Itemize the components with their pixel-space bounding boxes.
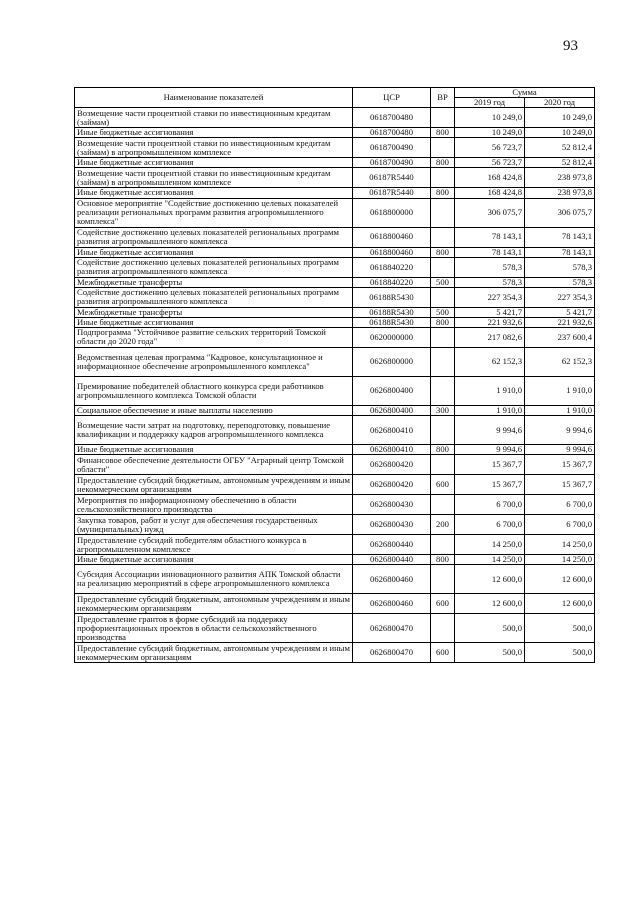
- row-sum-2019-cell: 227 354,3: [455, 287, 525, 307]
- row-csr-cell: 0626800000: [353, 347, 431, 376]
- row-sum-2019-cell: 306 075,7: [455, 198, 525, 227]
- table-row: [75, 307, 595, 317]
- row-name-cell: Финансовое обеспечение деятельности ОГБУ "Аграрный центр Томской области": [75, 455, 353, 475]
- row-vr-cell: 800: [431, 128, 455, 138]
- row-sum-2019-cell: 6 700,0: [455, 515, 525, 535]
- row-vr-cell: 600: [431, 475, 455, 495]
- row-sum-2020-cell: 52 812,4: [525, 138, 595, 158]
- row-vr-cell: [431, 227, 455, 247]
- row-sum-2020-cell: 12 600,0: [525, 565, 595, 594]
- row-name-cell: Иные бюджетные ассигнования: [75, 158, 353, 168]
- row-sum-2020-cell: 238 973,8: [525, 188, 595, 198]
- table-row: [75, 535, 595, 555]
- row-sum-2019-cell: 56 723,7: [455, 158, 525, 168]
- table-row: [75, 555, 595, 565]
- row-sum-2019-cell: 62 152,3: [455, 347, 525, 376]
- row-csr-cell: 06187R5440: [353, 188, 431, 198]
- row-csr-cell: 0626800400: [353, 405, 431, 415]
- row-vr-cell: 800: [431, 158, 455, 168]
- table-row: [75, 445, 595, 455]
- row-vr-cell: 800: [431, 247, 455, 257]
- row-sum-2020-cell: 221 932,6: [525, 317, 595, 327]
- row-csr-cell: 0626800470: [353, 643, 431, 663]
- table-row: [75, 227, 595, 247]
- table-row: [75, 376, 595, 405]
- table-row: [75, 188, 595, 198]
- table-row: [75, 327, 595, 347]
- row-sum-2019-cell: 9 994,6: [455, 445, 525, 455]
- header-csr: ЦСР: [353, 88, 431, 108]
- row-csr-cell: 0618700490: [353, 138, 431, 158]
- row-name-cell: Иные бюджетные ассигнования: [75, 128, 353, 138]
- row-vr-cell: 200: [431, 515, 455, 535]
- table-row: [75, 416, 595, 445]
- row-sum-2020-cell: 78 143,1: [525, 227, 595, 247]
- row-csr-cell: 0626800400: [353, 376, 431, 405]
- table-row: [75, 277, 595, 287]
- header-year-2019: 2019 год: [455, 98, 525, 108]
- page-number: 93: [563, 38, 578, 54]
- row-sum-2019-cell: 15 367,7: [455, 475, 525, 495]
- row-name-cell: Основное мероприятие "Содействие достижению целевых показателей реализации региональных программ развития агропромышленного комплекса": [75, 198, 353, 227]
- row-vr-cell: [431, 138, 455, 158]
- row-name-cell: Иные бюджетные ассигнования: [75, 188, 353, 198]
- row-sum-2020-cell: 6 700,0: [525, 495, 595, 515]
- table-row: [75, 643, 595, 663]
- row-vr-cell: 600: [431, 643, 455, 663]
- row-vr-cell: [431, 614, 455, 643]
- table-row: [75, 317, 595, 327]
- row-sum-2020-cell: 6 700,0: [525, 515, 595, 535]
- row-vr-cell: [431, 257, 455, 277]
- row-csr-cell: 06188R5430: [353, 287, 431, 307]
- row-vr-cell: [431, 416, 455, 445]
- row-name-cell: Предоставление грантов в форме субсидий на поддержку профориентационных проектов в области сельскохозяйственного производства: [75, 614, 353, 643]
- table-row: [75, 257, 595, 277]
- row-csr-cell: 0626800410: [353, 416, 431, 445]
- row-vr-cell: 500: [431, 277, 455, 287]
- row-vr-cell: [431, 198, 455, 227]
- row-csr-cell: 0626800440: [353, 535, 431, 555]
- table-row: [75, 455, 595, 475]
- header-vr: ВР: [431, 88, 455, 108]
- header-sum: Сумма: [455, 88, 595, 98]
- row-vr-cell: [431, 535, 455, 555]
- row-sum-2019-cell: 14 250,0: [455, 555, 525, 565]
- row-sum-2019-cell: 217 082,6: [455, 327, 525, 347]
- table-row: [75, 128, 595, 138]
- row-name-cell: Содействие достижению целевых показателей региональных программ развития агропромышленного комплекса: [75, 287, 353, 307]
- row-name-cell: Иные бюджетные ассигнования: [75, 247, 353, 257]
- row-sum-2020-cell: 227 354,3: [525, 287, 595, 307]
- row-vr-cell: [431, 108, 455, 128]
- row-sum-2019-cell: 578,3: [455, 257, 525, 277]
- row-sum-2020-cell: 1 910,0: [525, 376, 595, 405]
- row-sum-2019-cell: 78 143,1: [455, 247, 525, 257]
- row-name-cell: Субсидия Ассоциации инновационного развития АПК Томской области на реализацию мероприятий в сфере агропромышленного комплекса: [75, 565, 353, 594]
- row-name-cell: Подпрограмма "Устойчивое развитие сельских территорий Томской области до 2020 года": [75, 327, 353, 347]
- table-row: [75, 347, 595, 376]
- row-sum-2020-cell: 10 249,0: [525, 128, 595, 138]
- row-csr-cell: 0626800430: [353, 495, 431, 515]
- row-sum-2020-cell: 500,0: [525, 643, 595, 663]
- row-csr-cell: 0618840220: [353, 257, 431, 277]
- row-name-cell: Иные бюджетные ассигнования: [75, 555, 353, 565]
- row-name-cell: Мероприятия по информационному обеспечению в области сельскохозяйственного производства: [75, 495, 353, 515]
- row-sum-2020-cell: 238 973,8: [525, 168, 595, 188]
- row-sum-2019-cell: 5 421,7: [455, 307, 525, 317]
- row-csr-cell: 06188R5430: [353, 317, 431, 327]
- row-sum-2019-cell: 168 424,8: [455, 168, 525, 188]
- row-csr-cell: 0618800460: [353, 227, 431, 247]
- row-csr-cell: 0618800000: [353, 198, 431, 227]
- row-sum-2019-cell: 56 723,7: [455, 138, 525, 158]
- table-row: [75, 405, 595, 415]
- row-sum-2020-cell: 78 143,1: [525, 247, 595, 257]
- row-csr-cell: 06187R5440: [353, 168, 431, 188]
- row-sum-2020-cell: 306 075,7: [525, 198, 595, 227]
- row-sum-2019-cell: 12 600,0: [455, 594, 525, 614]
- row-name-cell: Содействие достижению целевых показателей региональных программ развития агропромышленного комплекса: [75, 227, 353, 247]
- row-csr-cell: 0626800470: [353, 614, 431, 643]
- table-row: [75, 495, 595, 515]
- row-name-cell: Социальное обеспечение и иные выплаты населению: [75, 405, 353, 415]
- row-csr-cell: 0618700480: [353, 128, 431, 138]
- budget-table: [74, 87, 595, 663]
- row-sum-2019-cell: 221 932,6: [455, 317, 525, 327]
- table-row: [75, 138, 595, 158]
- row-sum-2020-cell: 578,3: [525, 277, 595, 287]
- row-sum-2020-cell: 1 910,0: [525, 405, 595, 415]
- row-vr-cell: 800: [431, 555, 455, 565]
- row-sum-2019-cell: 12 600,0: [455, 565, 525, 594]
- row-csr-cell: 0618700480: [353, 108, 431, 128]
- row-sum-2019-cell: 6 700,0: [455, 495, 525, 515]
- row-name-cell: Содействие достижению целевых показателей региональных программ развития агропромышленного комплекса: [75, 257, 353, 277]
- row-vr-cell: [431, 495, 455, 515]
- row-sum-2020-cell: 62 152,3: [525, 347, 595, 376]
- row-csr-cell: 0618800460: [353, 247, 431, 257]
- row-name-cell: Премирование победителей областного конкурса среди работников агропромышленного комплекса Томской области: [75, 376, 353, 405]
- table-row: [75, 168, 595, 188]
- row-vr-cell: [431, 168, 455, 188]
- row-csr-cell: 0626800410: [353, 445, 431, 455]
- row-name-cell: Межбюджетные трансферты: [75, 307, 353, 317]
- row-sum-2020-cell: 15 367,7: [525, 455, 595, 475]
- row-vr-cell: [431, 565, 455, 594]
- row-sum-2019-cell: 500,0: [455, 643, 525, 663]
- row-sum-2020-cell: 14 250,0: [525, 535, 595, 555]
- row-vr-cell: 800: [431, 445, 455, 455]
- row-sum-2019-cell: 168 424,8: [455, 188, 525, 198]
- table-row: [75, 287, 595, 307]
- table-row: [75, 515, 595, 535]
- table-row: [75, 594, 595, 614]
- row-name-cell: Иные бюджетные ассигнования: [75, 317, 353, 327]
- row-sum-2019-cell: 78 143,1: [455, 227, 525, 247]
- row-sum-2020-cell: 14 250,0: [525, 555, 595, 565]
- row-sum-2020-cell: 9 994,6: [525, 445, 595, 455]
- row-sum-2019-cell: 14 250,0: [455, 535, 525, 555]
- row-sum-2020-cell: 12 600,0: [525, 594, 595, 614]
- row-csr-cell: 0626800420: [353, 475, 431, 495]
- row-csr-cell: 06188R5430: [353, 307, 431, 317]
- row-sum-2019-cell: 1 910,0: [455, 376, 525, 405]
- table-row: [75, 475, 595, 495]
- row-name-cell: Предоставление субсидий бюджетным, автономным учреждениям и иным некоммерческим организациям: [75, 475, 353, 495]
- header-year-2020: 2020 год: [525, 98, 595, 108]
- row-name-cell: Иные бюджетные ассигнования: [75, 445, 353, 455]
- row-name-cell: Предоставление субсидий бюджетным, автономным учреждениям и иным некоммерческим организациям: [75, 643, 353, 663]
- row-sum-2020-cell: 578,3: [525, 257, 595, 277]
- row-sum-2020-cell: 237 600,4: [525, 327, 595, 347]
- table-row: [75, 614, 595, 643]
- row-name-cell: Закупка товаров, работ и услуг для обеспечения государственных (муниципальных) нужд: [75, 515, 353, 535]
- row-csr-cell: 0626800430: [353, 515, 431, 535]
- row-csr-cell: 0618840220: [353, 277, 431, 287]
- table-row: [75, 198, 595, 227]
- table-row: [75, 565, 595, 594]
- row-csr-cell: 0626800460: [353, 565, 431, 594]
- row-sum-2019-cell: 578,3: [455, 277, 525, 287]
- row-name-cell: Возмещение части процентной ставки по инвестиционным кредитам (займам) в агропромышленном комплексе: [75, 168, 353, 188]
- row-name-cell: Предоставление субсидий бюджетным, автономным учреждениям и иным некоммерческим организациям: [75, 594, 353, 614]
- row-sum-2020-cell: 9 994,6: [525, 416, 595, 445]
- row-vr-cell: [431, 287, 455, 307]
- row-sum-2020-cell: 52 812,4: [525, 158, 595, 168]
- row-sum-2019-cell: 500,0: [455, 614, 525, 643]
- header-name: Наименование показателей: [75, 88, 353, 108]
- row-name-cell: Возмещение части процентной ставки по инвестиционным кредитам (займам): [75, 108, 353, 128]
- row-name-cell: Возмещение части процентной ставки по инвестиционным кредитам (займам) в агропромышленном комплексе: [75, 138, 353, 158]
- row-name-cell: Возмещение части затрат на подготовку, переподготовку, повышение квалификации и поддержку кадров агропромышленного комплекса: [75, 416, 353, 445]
- row-sum-2020-cell: 500,0: [525, 614, 595, 643]
- row-vr-cell: [431, 327, 455, 347]
- row-vr-cell: [431, 376, 455, 405]
- row-vr-cell: 800: [431, 317, 455, 327]
- row-vr-cell: 800: [431, 188, 455, 198]
- row-name-cell: Межбюджетные трансферты: [75, 277, 353, 287]
- row-vr-cell: 300: [431, 405, 455, 415]
- row-sum-2020-cell: 15 367,7: [525, 475, 595, 495]
- row-vr-cell: 500: [431, 307, 455, 317]
- row-csr-cell: 0626800420: [353, 455, 431, 475]
- row-csr-cell: 0620000000: [353, 327, 431, 347]
- row-sum-2019-cell: 15 367,7: [455, 455, 525, 475]
- table-row: [75, 158, 595, 168]
- row-vr-cell: 600: [431, 594, 455, 614]
- row-name-cell: Ведомственная целевая программа "Кадровое, консультационное и информационное обеспечение агропромышленного комплекса": [75, 347, 353, 376]
- row-sum-2020-cell: 10 249,0: [525, 108, 595, 128]
- table-row: [75, 108, 595, 128]
- row-vr-cell: [431, 455, 455, 475]
- row-csr-cell: 0626800460: [353, 594, 431, 614]
- table-row: [75, 247, 595, 257]
- row-vr-cell: [431, 347, 455, 376]
- row-csr-cell: 0626800440: [353, 555, 431, 565]
- row-sum-2019-cell: 10 249,0: [455, 108, 525, 128]
- row-sum-2019-cell: 1 910,0: [455, 405, 525, 415]
- row-sum-2019-cell: 9 994,6: [455, 416, 525, 445]
- row-csr-cell: 0618700490: [353, 158, 431, 168]
- row-sum-2020-cell: 5 421,7: [525, 307, 595, 317]
- row-name-cell: Предоставление субсидий победителям областного конкурса в агропромышленном комплексе: [75, 535, 353, 555]
- row-sum-2019-cell: 10 249,0: [455, 128, 525, 138]
